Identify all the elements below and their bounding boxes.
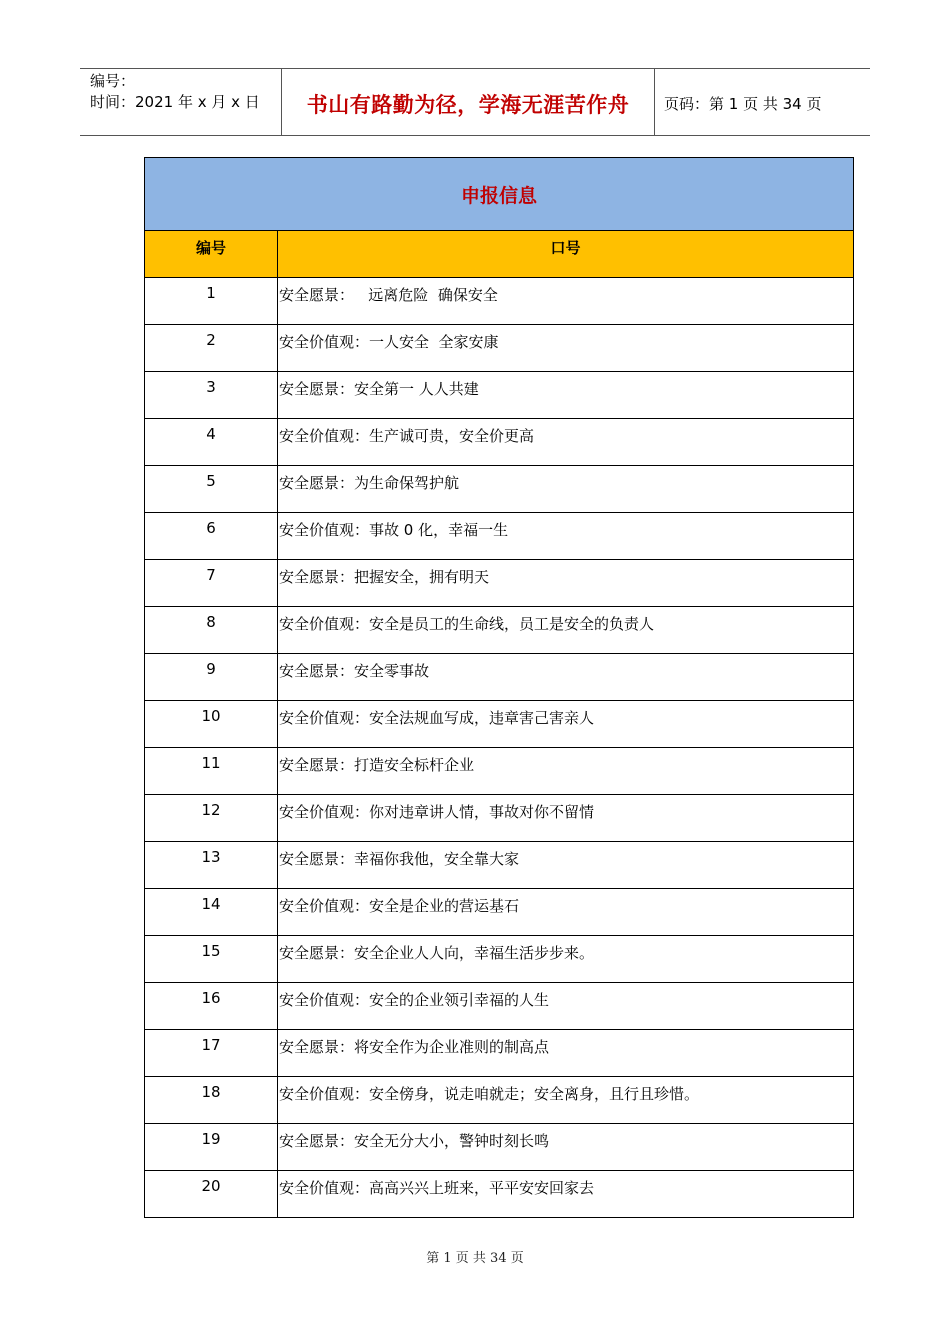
table-row: [145, 372, 854, 419]
row-number: 14: [145, 889, 278, 936]
row-number: 6: [145, 513, 278, 560]
row-slogan: 安全愿景：为生命保驾护航: [278, 466, 854, 513]
row-slogan: 安全价值观：安全傍身，说走咱就走；安全离身，且行且珍惜。: [278, 1077, 854, 1124]
header-meta: [90, 71, 280, 113]
table-row: [145, 560, 854, 607]
row-slogan: 安全愿景： 远离危险 确保安全: [278, 278, 854, 325]
table-row: [145, 1171, 854, 1218]
row-number: 7: [145, 560, 278, 607]
document-date-label: 时间：2021 年 x 月 x 日: [90, 93, 260, 111]
row-slogan: 安全愿景：把握安全，拥有明天: [278, 560, 854, 607]
table-row: [145, 419, 854, 466]
row-slogan: 安全愿景：安全企业人人向，幸福生活步步来。: [278, 936, 854, 983]
row-number: 4: [145, 419, 278, 466]
table-row: [145, 466, 854, 513]
table-row: [145, 278, 854, 325]
row-slogan: 安全价值观：安全是企业的营运基石: [278, 889, 854, 936]
row-slogan: 安全价值观：安全的企业领引幸福的人生: [278, 983, 854, 1030]
column-header-slogan: 口号: [278, 231, 854, 278]
row-slogan: 安全愿景：安全无分大小，警钟时刻长鸣: [278, 1124, 854, 1171]
column-header-number: 编号: [145, 231, 278, 278]
row-number: 1: [145, 278, 278, 325]
table-header-row: [145, 231, 854, 278]
table-title-row: [145, 158, 854, 231]
table-row: [145, 983, 854, 1030]
row-number: 5: [145, 466, 278, 513]
table-row: [145, 325, 854, 372]
row-number: 12: [145, 795, 278, 842]
row-slogan: 安全愿景：安全零事故: [278, 654, 854, 701]
row-slogan: 安全价值观：安全法规血写成，违章害己害亲人: [278, 701, 854, 748]
table-row: [145, 842, 854, 889]
table-row: [145, 795, 854, 842]
row-slogan: 安全价值观：一人安全 全家安康: [278, 325, 854, 372]
row-number: 10: [145, 701, 278, 748]
header-page-info: 页码：第 1 页 共 34 页: [664, 95, 822, 113]
table-row: [145, 701, 854, 748]
table-row: [145, 1030, 854, 1077]
row-slogan: 安全价值观：安全是员工的生命线，员工是安全的负责人: [278, 607, 854, 654]
row-number: 8: [145, 607, 278, 654]
row-number: 2: [145, 325, 278, 372]
row-slogan: 安全愿景：打造安全标杆企业: [278, 748, 854, 795]
table-row: [145, 1124, 854, 1171]
document-number-label: 编号：: [90, 72, 136, 90]
row-number: 16: [145, 983, 278, 1030]
header-motto: 书山有路勤为径，学海无涯苦作舟: [306, 93, 630, 117]
document-header: [80, 68, 870, 136]
row-number: 19: [145, 1124, 278, 1171]
table-row: [145, 1077, 854, 1124]
row-slogan: 安全价值观：高高兴兴上班来，平平安安回家去: [278, 1171, 854, 1218]
slogan-table: [144, 157, 854, 1218]
header-divider: [654, 69, 655, 135]
table-row: [145, 607, 854, 654]
table-row: [145, 654, 854, 701]
row-number: 13: [145, 842, 278, 889]
row-slogan: 安全价值观：生产诚可贵，安全价更高: [278, 419, 854, 466]
row-number: 9: [145, 654, 278, 701]
row-number: 18: [145, 1077, 278, 1124]
table-row: [145, 936, 854, 983]
row-slogan: 安全愿景：幸福你我他，安全靠大家: [278, 842, 854, 889]
page-footer: 第 1 页 共 34 页: [426, 1251, 524, 1266]
table-title: 申报信息: [145, 158, 854, 231]
table-row: [145, 748, 854, 795]
table-row: [145, 889, 854, 936]
row-number: 11: [145, 748, 278, 795]
row-slogan: 安全愿景：将安全作为企业准则的制高点: [278, 1030, 854, 1077]
table-row: [145, 513, 854, 560]
row-number: 17: [145, 1030, 278, 1077]
row-slogan: 安全愿景：安全第一 人人共建: [278, 372, 854, 419]
row-slogan: 安全价值观：你对违章讲人情，事故对你不留情: [278, 795, 854, 842]
row-number: 20: [145, 1171, 278, 1218]
row-slogan: 安全价值观：事故 0 化，幸福一生: [278, 513, 854, 560]
row-number: 3: [145, 372, 278, 419]
row-number: 15: [145, 936, 278, 983]
